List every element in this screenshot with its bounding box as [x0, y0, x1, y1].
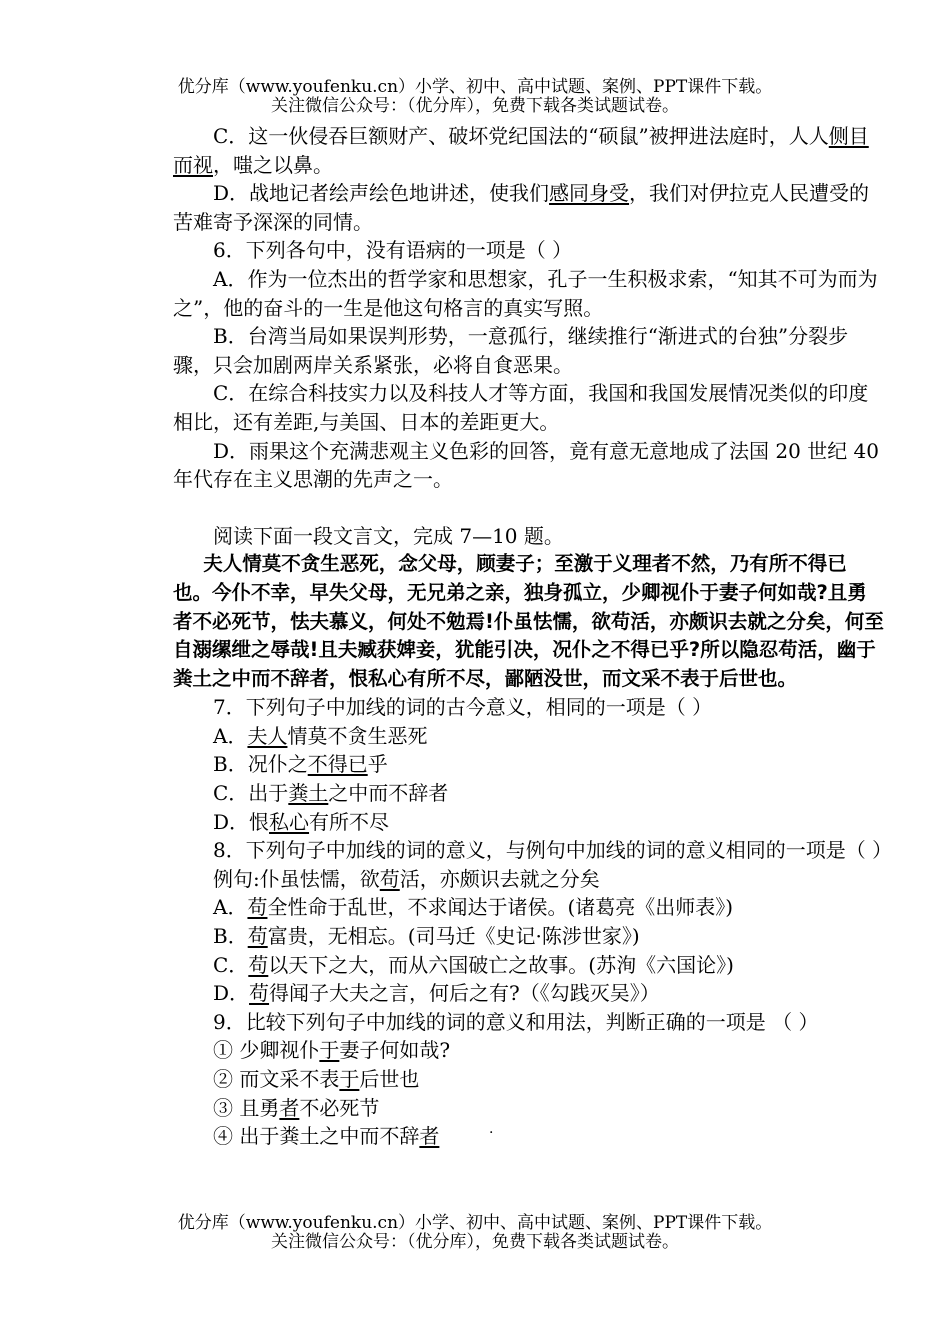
underlined-word: 私心 — [269, 809, 310, 834]
page-footer — [0, 1214, 950, 1252]
footer-line-1: 优分库（www.youfenku.cn）小学、初中、高中试题、案例、PPT课件下载。 — [177, 1213, 773, 1233]
q9-item-3: ③ 且勇者不必死节 — [213, 1095, 380, 1120]
q9-item-2: ② 而文采不表于后世也 — [213, 1067, 420, 1091]
q9-stem: 9．比较下列句子中加线的词的意义和用法，判断正确的一项是 （ ） — [213, 1009, 819, 1034]
page-header — [0, 78, 950, 116]
underlined-word: 苟 — [247, 924, 268, 949]
q7-option-b: B．况仆之不得已乎 — [213, 752, 388, 777]
underlined-word: 者 — [279, 1095, 300, 1120]
header-line-2: 关注微信公众号：（优分库），免费下载各类试题试卷。 — [271, 96, 679, 116]
q6-stem: 6．下列各句中，没有语病的一项是（ ） — [213, 238, 573, 263]
underlined-word: 苟 — [248, 952, 269, 977]
underlined-word: 侧目而视 — [173, 124, 869, 177]
underlined-word: 感同身受 — [549, 181, 630, 206]
document-body — [173, 122, 893, 1151]
underlined-word: 夫人 — [247, 723, 288, 748]
reading-intro: 阅读下面一段文言文，完成 7—10 题。 — [213, 523, 564, 548]
underlined-word: 粪土 — [288, 781, 329, 806]
q7-option-d: D．恨私心有所不尽 — [213, 809, 390, 834]
q8-stem: 8．下列句子中加线的词的意义，与例句中加线的词的意义相同的一项是（ ） — [213, 838, 893, 863]
q8-option-d: D．苟得闻子大夫之言，何后之有?（《勾践灭吴》） — [213, 981, 660, 1006]
q5-option-c: C．这一伙侵吞巨额财产、破坏党纪国法的“硕鼠”被押进法庭时，人人侧目而视，嗤之以鼻。 — [173, 124, 869, 177]
q6-option-a: A．作为一位杰出的哲学家和思想家，孔子一生积极求索，“知其不可为而为之”，他的奋斗的一生是他这句格言的真实写照。 — [173, 266, 878, 320]
underlined-word: 于 — [339, 1067, 360, 1091]
q8-option-a: A．苟全性命于乱世，不求闻达于诸侯。(诸葛亮《出师表》) — [213, 895, 734, 920]
q7-stem: 7．下列句子中加线的词的古今意义，相同的一项是（ ） — [213, 695, 713, 720]
q7-option-a: A．夫人情莫不贪生恶死 — [213, 723, 428, 748]
q9-item-1: ① 少卿视仆于妻子何如哉? — [213, 1038, 451, 1063]
q8-option-b: B．苟富贵，无相忘。(司马迁《史记·陈涉世家》) — [213, 924, 640, 949]
section-spacer — [173, 494, 885, 522]
q8-option-c: C．苟以天下之大，而从六国破亡之故事。(苏洵《六国论》) — [213, 952, 734, 977]
underlined-word: 者 — [419, 1124, 440, 1149]
q6-option-c: C．在综合科技实力以及科技人才等方面，我国和我国发展情况类似的印度相比，还有差距,与美国、日本的差距更大。 — [173, 381, 869, 434]
header-line-1: 优分库（www.youfenku.cn）小学、初中、高中试题、案例、PPT课件下载。 — [177, 77, 773, 97]
q8-example: 例句:仆虽怯懦，欲苟活，亦颇识去就之分矣 — [213, 866, 600, 891]
q7-option-c: C．出于粪土之中而不辞者 — [213, 781, 449, 806]
underlined-word: 不得已 — [307, 752, 368, 777]
q5-option-d: D．战地记者绘声绘色地讲述，使我们感同身受，我们对伊拉克人民遭受的苦难寄予深深的同情。 — [173, 181, 870, 234]
underlined-word: 苟 — [249, 981, 270, 1006]
stray-mark: · — [489, 1125, 494, 1141]
q6-option-d: D．雨果这个充满悲观主义色彩的回答，竟有意无意地成了法国 20 世纪 40 年代存在主义思潮的先声之一。 — [173, 438, 880, 492]
q6-option-b: B．台湾当局如果误判形势，一意孤行，继续推行“渐进式的台独”分裂步骤，只会加剧两岸关系紧张，必将自食恶果。 — [173, 324, 849, 377]
underlined-word: 苟 — [247, 895, 268, 920]
underlined-word: 于 — [319, 1038, 340, 1063]
underlined-word: 苟 — [379, 866, 400, 891]
classical-passage: 夫人情莫不贪生恶死，念父母，顾妻子；至激于义理者不然，乃有所不得已也。今仆不幸，早失父母，无兄弟之亲，独身孤立，少卿视仆于妻子何如哉?且勇者不必死节，怯夫慕义，何处不勉焉!仆虽怯懦，欲苟活，亦颇识去就之分矣，何至自溺缧绁之辱哉!且夫臧获婢妾，犹能引决，况仆之不得已乎?所以隐忍苟活，幽于粪土之中而不辞者，恨私心有所不尽，鄙陋没世，而文采不表于后世也。 — [173, 552, 884, 690]
q9-item-4: ④ 出于粪土之中而不辞者 — [213, 1124, 440, 1149]
footer-line-2: 关注微信公众号：（优分库），免费下载各类试题试卷。 — [271, 1232, 679, 1252]
